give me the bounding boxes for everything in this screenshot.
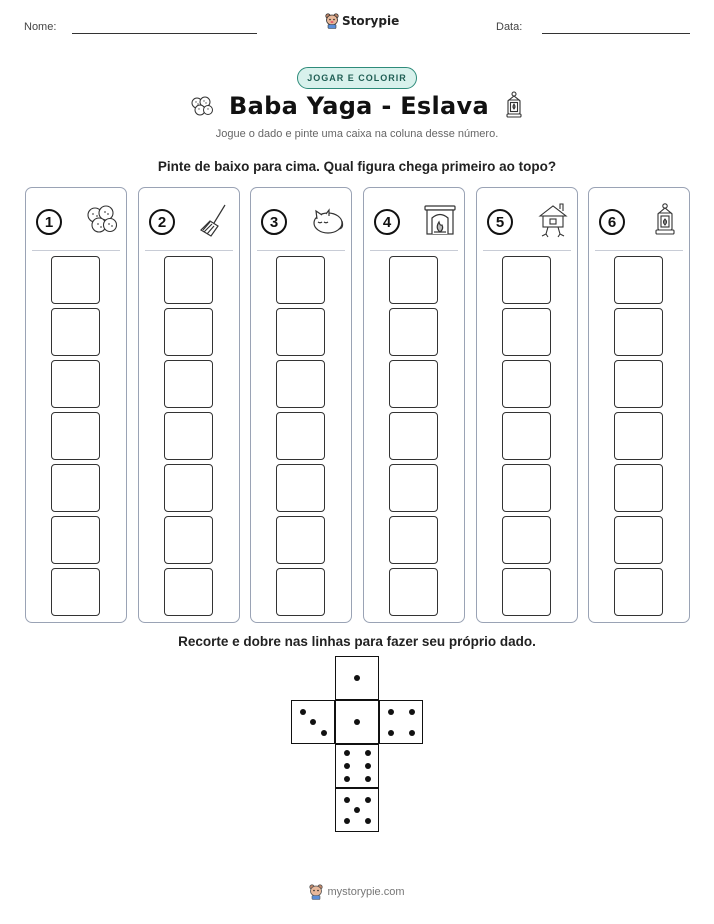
color-box[interactable] [389, 568, 438, 616]
column-3 [250, 187, 352, 623]
die-face-6 [335, 744, 379, 788]
column-number: 1 [36, 209, 62, 235]
color-box[interactable] [389, 256, 438, 304]
color-box[interactable] [502, 360, 551, 408]
column-number: 3 [261, 209, 287, 235]
column-number: 5 [487, 209, 513, 235]
die-face-1 [335, 700, 379, 744]
column-divider [483, 250, 571, 251]
die-pip [344, 776, 350, 782]
color-box[interactable] [164, 360, 213, 408]
footer-url: mystorypie.com [327, 886, 405, 898]
subtitle: Jogue o dado e pinte uma caixa na coluna desse número. [215, 128, 499, 140]
color-box[interactable] [389, 360, 438, 408]
color-box[interactable] [276, 464, 325, 512]
color-box[interactable] [276, 568, 325, 616]
color-box[interactable] [389, 412, 438, 460]
berries-icon [189, 93, 215, 119]
column-header [36, 204, 120, 240]
die-pip [365, 818, 371, 824]
color-box[interactable] [502, 412, 551, 460]
color-box[interactable] [51, 308, 100, 356]
color-box[interactable] [614, 308, 663, 356]
die-face-5 [335, 788, 379, 832]
die-pip [344, 818, 350, 824]
color-box[interactable] [51, 568, 100, 616]
die-pip [388, 730, 394, 736]
column-number: 4 [374, 209, 400, 235]
column-divider [257, 250, 345, 251]
color-box[interactable] [164, 412, 213, 460]
die-pip [344, 763, 350, 769]
die-pip [365, 776, 371, 782]
die-pip [409, 730, 415, 736]
die-pip [344, 750, 350, 756]
storypie-mascot-icon [325, 13, 339, 29]
column-divider [145, 250, 233, 251]
die-face-1 [335, 656, 379, 700]
page-title: Baba Yaga - Eslava [229, 92, 489, 120]
color-box[interactable] [502, 568, 551, 616]
color-box[interactable] [276, 516, 325, 564]
color-box[interactable] [164, 464, 213, 512]
brand-name: Storypie [342, 14, 400, 28]
die-pip [310, 719, 316, 725]
column-header [599, 204, 683, 240]
sleeping-cat-icon [309, 202, 345, 243]
die-pip [354, 675, 360, 681]
die-pip [344, 797, 350, 803]
die-pip [409, 709, 415, 715]
color-box[interactable] [614, 568, 663, 616]
color-box[interactable] [389, 308, 438, 356]
color-box[interactable] [502, 308, 551, 356]
activity-badge: JOGAR E COLORIR [297, 67, 417, 89]
footer [0, 884, 714, 900]
lantern-icon [503, 91, 525, 121]
die-pip [354, 719, 360, 725]
instruction-text: Pinte de baixo para cima. Qual figura chega primeiro ao topo? [157, 159, 557, 174]
name-line[interactable] [72, 33, 257, 34]
berries-icon [84, 202, 120, 243]
die-pip [354, 807, 360, 813]
column-divider [370, 250, 458, 251]
column-number: 6 [599, 209, 625, 235]
cut-instruction: Recorte e dobre nas linhas para fazer seu próprio dado. [178, 634, 536, 649]
column-number: 2 [149, 209, 175, 235]
lantern-icon [647, 202, 683, 243]
column-header [487, 204, 571, 240]
color-box[interactable] [164, 308, 213, 356]
color-box[interactable] [51, 256, 100, 304]
storypie-mascot-icon [309, 884, 323, 900]
column-divider [32, 250, 120, 251]
die-pip [300, 709, 306, 715]
name-label: Nome: [24, 21, 57, 33]
column-header [149, 204, 233, 240]
color-box[interactable] [164, 516, 213, 564]
broom-icon [197, 202, 233, 243]
column-5 [476, 187, 578, 623]
column-2 [138, 187, 240, 623]
color-box[interactable] [276, 360, 325, 408]
color-box[interactable] [276, 308, 325, 356]
color-box[interactable] [51, 360, 100, 408]
color-box[interactable] [502, 256, 551, 304]
column-header [374, 204, 458, 240]
die-pip [365, 797, 371, 803]
column-1 [25, 187, 127, 623]
color-box[interactable] [51, 464, 100, 512]
die-face-4 [379, 700, 423, 744]
color-box[interactable] [51, 412, 100, 460]
die-pip [365, 750, 371, 756]
color-box[interactable] [164, 256, 213, 304]
date-label: Data: [496, 21, 523, 33]
color-box[interactable] [389, 464, 438, 512]
die-pip [365, 763, 371, 769]
color-box[interactable] [502, 464, 551, 512]
color-box[interactable] [164, 568, 213, 616]
color-box[interactable] [614, 256, 663, 304]
column-4 [363, 187, 465, 623]
hut-on-chicken-legs-icon [535, 202, 571, 243]
color-box[interactable] [276, 256, 325, 304]
die-pip [321, 730, 327, 736]
column-header [261, 204, 345, 240]
fireplace-icon [422, 202, 458, 243]
die-face-3 [291, 700, 335, 744]
color-box[interactable] [276, 412, 325, 460]
color-box[interactable] [51, 516, 100, 564]
color-box[interactable] [614, 360, 663, 408]
column-6 [588, 187, 690, 623]
color-box[interactable] [502, 516, 551, 564]
date-line[interactable] [542, 33, 690, 34]
brand-logo [325, 13, 399, 29]
die-pip [388, 709, 394, 715]
color-box[interactable] [614, 412, 663, 460]
column-divider [595, 250, 683, 251]
color-box[interactable] [614, 464, 663, 512]
color-box[interactable] [614, 516, 663, 564]
color-box[interactable] [389, 516, 438, 564]
